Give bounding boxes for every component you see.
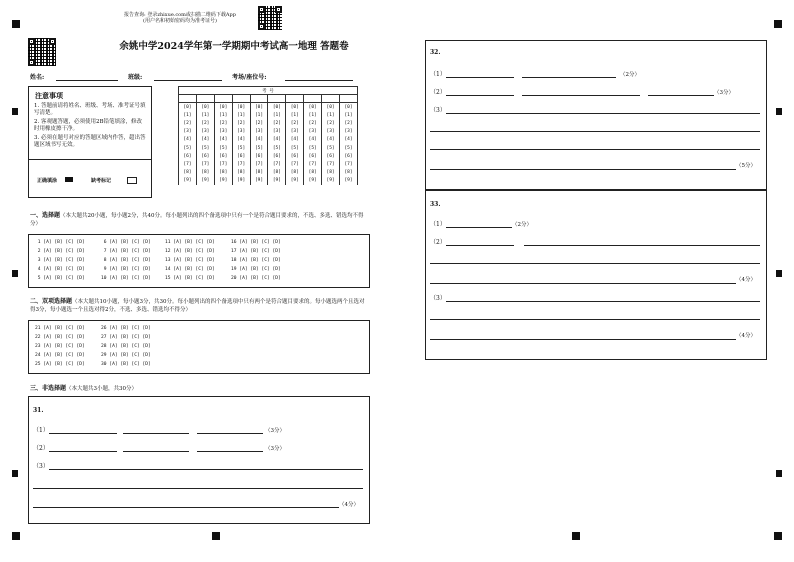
answer-line[interactable] [446, 301, 760, 302]
answer-line[interactable] [522, 77, 616, 78]
exam-id-write-cell[interactable] [322, 95, 340, 103]
question-number: 33. [430, 201, 441, 208]
answer-line[interactable] [49, 451, 117, 452]
choice-row[interactable]: 17 [A] [B] [C] [D] [231, 249, 281, 254]
exam-id-bubble[interactable]: [5] [286, 144, 304, 152]
choice-row[interactable]: 19 [A] [B] [C] [D] [231, 267, 281, 272]
exam-id-bubble[interactable]: [6] [232, 152, 250, 160]
exam-id-bubble[interactable]: [4] [340, 136, 358, 144]
exam-id-bubble[interactable]: [0] [304, 103, 322, 112]
exam-id-bubble[interactable]: [1] [196, 111, 214, 119]
exam-id-header: 考 号 [179, 87, 358, 95]
answer-line[interactable] [430, 169, 736, 170]
exam-id-bubble[interactable]: [2] [286, 119, 304, 127]
exam-id-bubble[interactable]: [3] [179, 128, 197, 136]
choice-row[interactable]: 23 [A] [B] [C] [D] [35, 344, 85, 349]
exam-id-bubble[interactable]: [0] [250, 103, 268, 112]
registration-mark [212, 532, 220, 540]
exam-id-bubble[interactable]: [6] [214, 152, 232, 160]
exam-id-bubble[interactable]: [4] [232, 136, 250, 144]
choice-row[interactable]: 16 [A] [B] [C] [D] [231, 240, 281, 245]
exam-id-write-cell[interactable] [179, 95, 197, 103]
exam-id-bubble[interactable]: [5] [322, 144, 340, 152]
exam-id-bubble[interactable]: [9] [322, 177, 340, 185]
exam-id-bubble[interactable]: [9] [250, 177, 268, 185]
choice-row[interactable]: 4 [A] [B] [C] [D] [35, 267, 85, 272]
exam-id-bubble[interactable]: [3] [196, 128, 214, 136]
report-query-notice: 报告查询: 登录zhixue.com或扫描二维码下载App (用户名和初始密码均为准考证号) [124, 12, 236, 24]
exam-id-bubble[interactable]: [7] [196, 160, 214, 168]
choice-row[interactable]: 27 [A] [B] [C] [D] [101, 335, 151, 340]
section1-answer-box [28, 234, 370, 288]
choice-row[interactable]: 29 [A] [B] [C] [D] [101, 353, 151, 358]
exam-id-bubble[interactable]: [3] [304, 128, 322, 136]
fill-correct-label: 正确填涂 [37, 178, 58, 184]
answer-line[interactable] [430, 319, 760, 320]
exam-id-bubble[interactable]: [4] [214, 136, 232, 144]
exam-id-bubble[interactable]: [7] [268, 160, 286, 168]
choice-row[interactable]: 28 [A] [B] [C] [D] [101, 344, 151, 349]
choice-row[interactable]: 1 [A] [B] [C] [D] [35, 240, 85, 245]
choice-row[interactable]: 25 [A] [B] [C] [D] [35, 362, 85, 367]
registration-mark [774, 20, 782, 28]
choice-row[interactable]: 5 [A] [B] [C] [D] [35, 276, 85, 281]
exam-id-bubble[interactable]: [9] [286, 177, 304, 185]
exam-id-bubble[interactable]: [0] [286, 103, 304, 112]
section2-answer-box [28, 320, 370, 374]
registration-mark [776, 470, 782, 477]
exam-id-bubble[interactable]: [6] [340, 152, 358, 160]
choice-row[interactable]: 15 [A] [B] [C] [D] [165, 276, 215, 281]
exam-id-bubble[interactable]: [5] [196, 144, 214, 152]
exam-id-write-cell[interactable] [214, 95, 232, 103]
class-field[interactable] [154, 80, 222, 81]
exam-id-bubble[interactable]: [9] [340, 177, 358, 185]
exam-id-bubble[interactable]: [8] [322, 169, 340, 177]
seat-field[interactable] [285, 80, 353, 81]
choice-row[interactable]: 12 [A] [B] [C] [D] [165, 249, 215, 254]
exam-id-bubble[interactable]: [0] [268, 103, 286, 112]
exam-id-write-cell[interactable] [250, 95, 268, 103]
exam-id-bubble[interactable]: [8] [286, 169, 304, 177]
choice-row[interactable]: 20 [A] [B] [C] [D] [231, 276, 281, 281]
registration-mark [12, 20, 20, 28]
page-title: 余姚中学2024学年第一学期期中考试高一地理 答题卷 [119, 41, 349, 52]
choice-row[interactable]: 13 [A] [B] [C] [D] [165, 258, 215, 263]
exam-id-bubble[interactable]: [2] [214, 119, 232, 127]
exam-id-bubble[interactable]: [8] [250, 169, 268, 177]
class-label: 班级: [128, 74, 143, 81]
exam-id-bubble[interactable]: [9] [214, 177, 232, 185]
score-label: （4分） [736, 277, 756, 283]
exam-id-bubble[interactable]: [6] [268, 152, 286, 160]
exam-id-bubble[interactable]: [8] [214, 169, 232, 177]
answer-line[interactable] [49, 469, 363, 470]
exam-id-bubble[interactable]: [0] [322, 103, 340, 112]
choice-row[interactable]: 14 [A] [B] [C] [D] [165, 267, 215, 272]
exam-id-bubble[interactable]: [2] [304, 119, 322, 127]
exam-id-bubble[interactable]: [6] [322, 152, 340, 160]
registration-mark [776, 108, 782, 115]
registration-mark [12, 532, 20, 540]
exam-id-bubble[interactable]: [8] [179, 169, 197, 177]
score-label: （2分） [512, 222, 532, 228]
exam-id-bubble[interactable]: [8] [268, 169, 286, 177]
score-label: （3分） [714, 90, 734, 96]
missing-mark-label: 缺考标记 [91, 178, 112, 184]
exam-id-bubble[interactable]: [0] [179, 103, 197, 112]
notice-item: 2. 客观题答题，必须使用2B铅笔填涂，修改时用橡皮擦干净。 [34, 119, 143, 132]
question-31-box [28, 396, 370, 524]
section2-title: 二、双项选择题（本大题共10小题，每小题3分，共30分。每小题列出的四个备选项中只有两个是符合题目要求的。每小题选两个且选对得3分，每小题选一个且选对得2分，不选、多选、错选均不得分） [30, 298, 365, 313]
exam-id-bubble[interactable]: [3] [322, 128, 340, 136]
exam-id-bubble[interactable]: [7] [179, 160, 197, 168]
choice-row[interactable]: 10 [A] [B] [C] [D] [101, 276, 151, 281]
choice-row[interactable]: 30 [A] [B] [C] [D] [101, 362, 151, 367]
part-label: （3） [33, 463, 49, 470]
exam-id-bubble[interactable]: [3] [232, 128, 250, 136]
seat-label: 考场/座位号: [232, 74, 267, 81]
answer-line[interactable] [197, 433, 263, 434]
exam-id-bubble[interactable]: [9] [304, 177, 322, 185]
exam-id-bubble[interactable]: [5] [232, 144, 250, 152]
answer-line[interactable] [123, 451, 189, 452]
choice-row[interactable]: 22 [A] [B] [C] [D] [35, 335, 85, 340]
exam-id-bubble[interactable]: [2] [179, 119, 197, 127]
exam-id-bubble[interactable]: [0] [214, 103, 232, 112]
part-label: （3） [430, 295, 446, 302]
exam-id-bubble[interactable]: [1] [179, 111, 197, 119]
app-qr-code-icon [258, 6, 282, 30]
exam-id-bubble[interactable]: [4] [286, 136, 304, 144]
exam-id-bubble[interactable]: [7] [250, 160, 268, 168]
fill-sample-mark [65, 177, 73, 182]
exam-id-bubble[interactable]: [0] [196, 103, 214, 112]
exam-id-write-cell[interactable] [196, 95, 214, 103]
registration-mark [774, 532, 782, 540]
exam-id-bubble[interactable]: [6] [179, 152, 197, 160]
exam-id-bubble[interactable]: [9] [196, 177, 214, 185]
choice-row[interactable]: 6 [A] [B] [C] [D] [101, 240, 151, 245]
exam-id-bubble[interactable]: [1] [322, 111, 340, 119]
question-33-box [425, 190, 767, 360]
exam-id-bubble[interactable]: [3] [340, 128, 358, 136]
answer-line[interactable] [430, 339, 736, 340]
answer-line[interactable] [33, 488, 363, 489]
exam-id-bubble[interactable]: [5] [214, 144, 232, 152]
name-field[interactable] [56, 80, 118, 81]
exam-id-bubble[interactable]: [1] [304, 111, 322, 119]
exam-id-bubble[interactable]: [7] [340, 160, 358, 168]
answer-line[interactable] [430, 131, 760, 132]
part-label: （2） [33, 445, 49, 452]
exam-id-bubble[interactable]: [8] [340, 169, 358, 177]
exam-id-write-cell[interactable] [232, 95, 250, 103]
exam-id-bubble[interactable]: [8] [232, 169, 250, 177]
registration-mark [776, 270, 782, 277]
exam-id-bubble[interactable]: [3] [286, 128, 304, 136]
answer-line[interactable] [648, 95, 714, 96]
exam-id-bubble[interactable]: [3] [214, 128, 232, 136]
exam-id-bubble[interactable]: [5] [250, 144, 268, 152]
score-label: （2分） [620, 72, 640, 78]
part-label: （1） [430, 221, 446, 228]
answer-line[interactable] [49, 433, 117, 434]
exam-id-bubble[interactable]: [1] [232, 111, 250, 119]
answer-line[interactable] [446, 95, 514, 96]
exam-id-bubble[interactable]: [2] [268, 119, 286, 127]
exam-id-bubble[interactable]: [7] [322, 160, 340, 168]
part-label: （2） [430, 239, 446, 246]
exam-id-bubble[interactable]: [2] [232, 119, 250, 127]
exam-id-bubble[interactable]: [2] [340, 119, 358, 127]
choice-row[interactable]: 21 [A] [B] [C] [D] [35, 326, 85, 331]
score-label: （4分） [339, 502, 359, 508]
choice-row[interactable]: 3 [A] [B] [C] [D] [35, 258, 85, 263]
exam-id-bubble[interactable]: [4] [179, 136, 197, 144]
name-label: 姓名: [30, 74, 45, 81]
answer-line[interactable] [446, 77, 514, 78]
exam-id-bubble[interactable]: [3] [268, 128, 286, 136]
question-number: 31. [33, 407, 44, 414]
registration-mark [12, 470, 18, 477]
exam-id-bubble[interactable]: [8] [196, 169, 214, 177]
exam-id-bubble[interactable]: [6] [286, 152, 304, 160]
score-label: （5分） [736, 163, 756, 169]
exam-id-bubble[interactable]: [5] [268, 144, 286, 152]
exam-id-bubble[interactable]: [2] [250, 119, 268, 127]
answer-line[interactable] [446, 245, 514, 246]
exam-id-bubble[interactable]: [6] [250, 152, 268, 160]
exam-id-bubble[interactable]: [1] [214, 111, 232, 119]
exam-id-write-cell[interactable] [304, 95, 322, 103]
registration-mark [12, 270, 18, 277]
exam-id-bubble[interactable]: [1] [340, 111, 358, 119]
registration-mark [12, 108, 18, 115]
missing-mark-checkbox[interactable] [127, 177, 137, 184]
notice-box [28, 86, 152, 198]
section1-title: 一、选择题（本大题共20小题，每小题2分，共40分。每小题列出的四个备选项中只有一个是符合题目要求的，不选、多选、错选均不得分） [30, 212, 364, 227]
exam-id-bubble[interactable]: [7] [214, 160, 232, 168]
part-label: （1） [33, 427, 49, 434]
exam-id-bubble[interactable]: [5] [179, 144, 197, 152]
notice-item: 1. 答题前请将姓名、班级、考场、准考证号填写清楚。 [34, 103, 146, 116]
answer-line[interactable] [430, 283, 736, 284]
answer-line[interactable] [197, 451, 263, 452]
choice-row[interactable]: 8 [A] [B] [C] [D] [101, 258, 151, 263]
exam-id-bubble[interactable]: [8] [304, 169, 322, 177]
exam-id-bubble[interactable]: [2] [196, 119, 214, 127]
exam-id-write-cell[interactable] [286, 95, 304, 103]
exam-id-bubble[interactable]: [5] [340, 144, 358, 152]
answer-line[interactable] [446, 227, 512, 228]
answer-line[interactable] [430, 263, 760, 264]
notice-title: 注意事项 [35, 91, 63, 100]
exam-id-bubble[interactable]: [0] [232, 103, 250, 112]
exam-id-bubble[interactable]: [9] [268, 177, 286, 185]
exam-id-bubble[interactable]: [4] [268, 136, 286, 144]
part-label: （1） [430, 71, 446, 78]
exam-id-bubble[interactable]: [7] [232, 160, 250, 168]
exam-id-bubble[interactable]: [2] [322, 119, 340, 127]
student-qr-code-icon [28, 38, 56, 66]
exam-id-bubble[interactable]: [4] [322, 136, 340, 144]
question-32-box [425, 40, 767, 190]
choice-row[interactable]: 24 [A] [B] [C] [D] [35, 353, 85, 358]
part-label: （3） [430, 107, 446, 114]
exam-id-bubble[interactable]: [1] [268, 111, 286, 119]
exam-id-bubble[interactable]: [9] [179, 177, 197, 185]
answer-line[interactable] [522, 95, 640, 96]
part-label: （2） [430, 89, 446, 96]
exam-id-bubble[interactable]: [5] [304, 144, 322, 152]
exam-id-write-cell[interactable] [340, 95, 358, 103]
question-number: 32. [430, 49, 441, 56]
section3-title: 三、非选择题（本大题共3小题，共30分） [30, 385, 138, 392]
answer-line[interactable] [446, 113, 760, 114]
answer-line[interactable] [33, 507, 339, 508]
registration-mark [572, 532, 580, 540]
exam-id-bubble[interactable]: [7] [304, 160, 322, 168]
exam-id-bubble[interactable]: [9] [232, 177, 250, 185]
score-label: （4分） [736, 333, 756, 339]
exam-id-bubble[interactable]: [7] [286, 160, 304, 168]
choice-row[interactable]: 7 [A] [B] [C] [D] [101, 249, 151, 254]
score-label: （3分） [265, 428, 285, 434]
choice-row[interactable]: 2 [A] [B] [C] [D] [35, 249, 85, 254]
exam-id-bubble[interactable]: [4] [250, 136, 268, 144]
exam-id-bubble[interactable]: [3] [250, 128, 268, 136]
score-label: （3分） [265, 446, 285, 452]
notice-item: 3. 必须在题号对应的答题区域内作答，超出答题区域书写无效。 [34, 135, 146, 148]
exam-id-grid [178, 86, 358, 185]
exam-id-bubble[interactable]: [6] [304, 152, 322, 160]
choice-row[interactable]: 18 [A] [B] [C] [D] [231, 258, 281, 263]
choice-row[interactable]: 11 [A] [B] [C] [D] [165, 240, 215, 245]
exam-id-bubble[interactable]: [4] [196, 136, 214, 144]
answer-line[interactable] [430, 149, 760, 150]
answer-line[interactable] [524, 245, 760, 246]
exam-id-write-cell[interactable] [268, 95, 286, 103]
answer-line[interactable] [123, 433, 189, 434]
choice-row[interactable]: 9 [A] [B] [C] [D] [101, 267, 151, 272]
exam-id-bubble[interactable]: [0] [340, 103, 358, 112]
exam-id-bubble[interactable]: [1] [286, 111, 304, 119]
exam-id-bubble[interactable]: [6] [196, 152, 214, 160]
exam-id-bubble[interactable]: [4] [304, 136, 322, 144]
choice-row[interactable]: 26 [A] [B] [C] [D] [101, 326, 151, 331]
exam-id-bubble[interactable]: [1] [250, 111, 268, 119]
